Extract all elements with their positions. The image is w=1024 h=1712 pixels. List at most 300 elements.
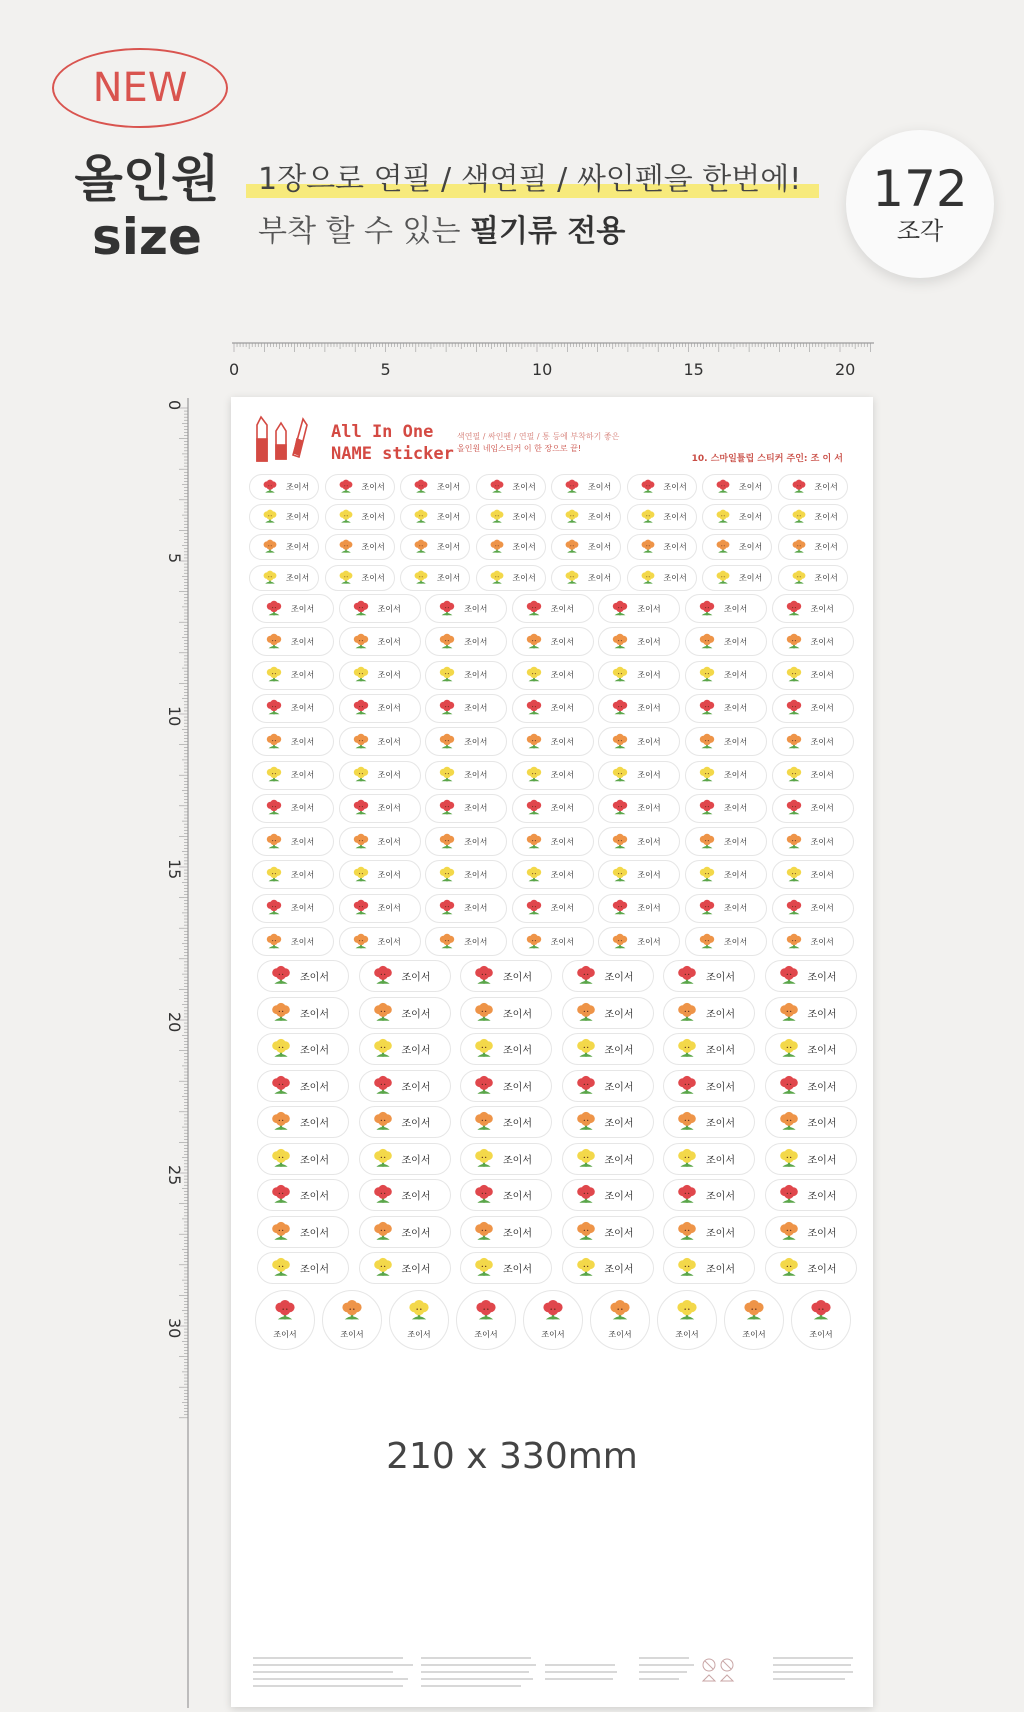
name-sticker xyxy=(562,960,654,992)
sticker-name-text: 조이서 xyxy=(464,670,488,680)
name-sticker xyxy=(778,504,848,530)
tulip-flower-icon xyxy=(438,633,456,651)
sticker-name-text: 조이서 xyxy=(401,1191,431,1203)
tulip-flower-icon xyxy=(785,766,803,784)
sticker-name-text: 조이서 xyxy=(503,1264,532,1276)
tulip-flower-icon xyxy=(262,539,278,555)
tulip-flower-icon xyxy=(473,1148,495,1170)
tulip-flower-icon xyxy=(413,570,429,586)
tulip-flower-icon xyxy=(265,699,283,717)
tulip-flower-icon xyxy=(270,1002,292,1024)
name-sticker xyxy=(325,565,395,591)
sticker-name-text: 조이서 xyxy=(637,870,661,880)
sticker-name-text: 조이서 xyxy=(550,870,574,880)
name-sticker xyxy=(765,1033,857,1065)
name-sticker xyxy=(512,627,594,656)
name-sticker xyxy=(389,1290,449,1350)
sticker-name-text: 조이서 xyxy=(437,512,461,522)
name-sticker xyxy=(772,794,854,823)
tulip-flower-icon xyxy=(338,479,354,495)
sticker-name-text: 조이서 xyxy=(807,1264,837,1276)
name-sticker xyxy=(252,727,334,756)
name-sticker xyxy=(551,565,621,591)
description-line2-bold: 필기류 전용 xyxy=(470,214,626,249)
tulip-flower-icon xyxy=(352,933,370,951)
sticker-name-text: 조이서 xyxy=(724,870,748,880)
sticker-name-text: 조이서 xyxy=(377,670,401,680)
tulip-flower-icon xyxy=(611,600,629,618)
tulip-flower-icon xyxy=(438,666,456,684)
tulip-flower-icon xyxy=(608,1299,632,1323)
sticker-name-text: 조이서 xyxy=(550,837,574,847)
tulip-flower-icon xyxy=(778,1148,800,1170)
sticker-name-text: 조이서 xyxy=(377,737,401,747)
tulip-flower-icon xyxy=(575,1221,597,1243)
sticker-name-text: 조이서 xyxy=(503,1191,532,1203)
pencils-icon xyxy=(253,415,325,463)
name-sticker xyxy=(512,894,594,923)
name-sticker xyxy=(685,594,767,623)
name-sticker xyxy=(255,1290,315,1350)
name-sticker xyxy=(685,894,767,923)
ruler-left-label: 5 xyxy=(165,553,184,564)
sticker-name-text: 조이서 xyxy=(663,542,687,552)
name-sticker xyxy=(598,860,680,889)
sticker-name-text: 조이서 xyxy=(512,512,536,522)
sticker-name-text: 조이서 xyxy=(437,573,461,583)
sticker-name-text: 조이서 xyxy=(291,870,315,880)
sticker-name-text: 조이서 xyxy=(739,542,763,552)
sticker-name-text: 조이서 xyxy=(637,770,661,780)
name-sticker xyxy=(359,1179,451,1211)
tulip-flower-icon xyxy=(676,1148,698,1170)
sticker-name-text: 조이서 xyxy=(291,670,315,680)
sticker-name-text: 조이서 xyxy=(637,803,661,813)
name-sticker xyxy=(460,1070,552,1102)
sticker-name-text: 조이서 xyxy=(464,703,488,713)
sticker-name-text: 조이서 xyxy=(724,837,748,847)
name-sticker xyxy=(562,1033,654,1065)
sticker-name-text: 조이서 xyxy=(464,837,488,847)
name-sticker xyxy=(359,1216,451,1248)
name-sticker xyxy=(359,1070,451,1102)
sticker-name-text: 조이서 xyxy=(286,512,310,522)
sticker-name-text: 조이서 xyxy=(807,1009,837,1020)
name-sticker xyxy=(598,827,680,856)
name-sticker xyxy=(551,534,621,560)
tulip-flower-icon xyxy=(525,733,543,751)
tulip-flower-icon xyxy=(352,699,370,717)
tulip-flower-icon xyxy=(698,733,716,751)
sticker-name-text: 조이서 xyxy=(637,703,661,713)
sticker-name-text: 조이서 xyxy=(706,1155,735,1166)
tulip-flower-icon xyxy=(611,866,629,884)
name-sticker xyxy=(702,504,772,530)
sticker-name-text: 조이서 xyxy=(503,1009,532,1020)
sticker-name-text: 조이서 xyxy=(604,1264,634,1276)
tulip-flower-icon xyxy=(640,539,656,555)
tulip-flower-icon xyxy=(640,479,656,495)
sticker-name-text: 조이서 xyxy=(550,604,574,613)
tulip-flower-icon xyxy=(474,1299,498,1323)
title-line2: size xyxy=(92,208,202,266)
name-sticker xyxy=(400,534,470,560)
tulip-flower-icon xyxy=(778,1257,800,1279)
tulip-flower-icon xyxy=(785,933,803,951)
name-sticker xyxy=(702,474,772,500)
tulip-flower-icon xyxy=(785,666,803,684)
sticker-name-text: 조이서 xyxy=(637,837,661,847)
tulip-flower-icon xyxy=(611,799,629,817)
sticker-name-text: 조이서 xyxy=(377,937,401,946)
name-sticker xyxy=(765,1106,857,1138)
tulip-flower-icon xyxy=(270,1111,292,1133)
name-sticker xyxy=(257,1179,349,1211)
tulip-flower-icon xyxy=(611,666,629,684)
sticker-name-text: 조이서 xyxy=(663,573,687,583)
sticker-name-text: 조이서 xyxy=(401,1228,431,1239)
sticker-name-text: 조이서 xyxy=(810,937,834,946)
sticker-name-text: 조이서 xyxy=(807,1155,837,1166)
name-sticker xyxy=(685,661,767,690)
sticker-name-text: 조이서 xyxy=(300,1045,329,1057)
name-sticker xyxy=(252,794,334,823)
tulip-flower-icon xyxy=(265,933,283,951)
sticker-name-text: 조이서 xyxy=(814,512,838,522)
name-sticker xyxy=(685,727,767,756)
tulip-flower-icon xyxy=(338,539,354,555)
fine-print-lines xyxy=(253,1655,853,1695)
dimensions-label: 210 x 330mm xyxy=(386,1436,638,1477)
name-sticker xyxy=(359,1033,451,1065)
ruler-left-label: 10 xyxy=(165,706,184,727)
name-sticker xyxy=(339,594,421,623)
sticker-name-text: 조이서 xyxy=(724,903,748,913)
name-sticker xyxy=(685,694,767,723)
title-line1: 올인원 xyxy=(74,150,220,208)
name-sticker xyxy=(765,997,857,1029)
sticker-name-text: 조이서 xyxy=(361,482,385,492)
name-sticker xyxy=(460,1179,552,1211)
tulip-flower-icon xyxy=(473,1075,495,1097)
tulip-flower-icon xyxy=(352,633,370,651)
description-line2 xyxy=(258,212,801,252)
sticker-name-text: 조이서 xyxy=(706,972,735,984)
name-sticker xyxy=(252,694,334,723)
name-sticker xyxy=(772,860,854,889)
tulip-flower-icon xyxy=(438,766,456,784)
tulip-flower-icon xyxy=(778,1221,800,1243)
tulip-flower-icon xyxy=(265,733,283,751)
tulip-flower-icon xyxy=(489,479,505,495)
tulip-flower-icon xyxy=(778,1002,800,1024)
sticker-name-text: 조이서 xyxy=(550,670,574,680)
name-sticker xyxy=(252,594,334,623)
name-sticker xyxy=(339,860,421,889)
name-sticker xyxy=(778,534,848,560)
sticker-name-text: 조이서 xyxy=(437,542,461,552)
sticker-name-text: 조이서 xyxy=(401,1009,431,1020)
sticker-name-text: 조이서 xyxy=(739,482,763,492)
tulip-flower-icon xyxy=(262,570,278,586)
sticker-name-text: 조이서 xyxy=(550,937,574,946)
tulip-flower-icon xyxy=(564,539,580,555)
tulip-flower-icon xyxy=(778,1075,800,1097)
sticker-name-text: 조이서 xyxy=(724,937,748,946)
tulip-flower-icon xyxy=(715,509,731,525)
name-sticker xyxy=(562,1070,654,1102)
sticker-name-text: 조이서 xyxy=(706,1191,735,1203)
name-sticker xyxy=(476,534,546,560)
sticker-name-text: 조이서 xyxy=(807,1045,837,1057)
name-sticker xyxy=(460,1216,552,1248)
sticker-name-text: 조이서 xyxy=(291,770,315,780)
sticker-name-text: 조이서 xyxy=(588,482,612,492)
name-sticker xyxy=(598,761,680,790)
tulip-flower-icon xyxy=(676,965,698,987)
tulip-flower-icon xyxy=(265,866,283,884)
tulip-flower-icon xyxy=(352,799,370,817)
name-sticker xyxy=(562,1252,654,1284)
sticker-name-text: 조이서 xyxy=(550,637,574,647)
tulip-flower-icon xyxy=(352,866,370,884)
name-sticker xyxy=(359,1252,451,1284)
sticker-name-text: 조이서 xyxy=(637,604,661,613)
tulip-flower-icon xyxy=(698,866,716,884)
sticker-name-text: 조이서 xyxy=(706,1228,735,1239)
name-sticker xyxy=(512,927,594,956)
name-sticker xyxy=(425,927,507,956)
name-sticker xyxy=(425,761,507,790)
sticker-name-text: 조이서 xyxy=(464,737,488,747)
name-sticker xyxy=(460,1106,552,1138)
name-sticker xyxy=(339,827,421,856)
sticker-name-text: 조이서 xyxy=(724,803,748,813)
tulip-flower-icon xyxy=(352,666,370,684)
sticker-name-text: 조이서 xyxy=(401,1045,431,1057)
tulip-flower-icon xyxy=(270,1221,292,1243)
tulip-flower-icon xyxy=(270,1257,292,1279)
tulip-flower-icon xyxy=(575,1002,597,1024)
name-sticker xyxy=(339,927,421,956)
tulip-flower-icon xyxy=(785,633,803,651)
sticker-name-text: 조이서 xyxy=(291,604,315,613)
sticker-name-text: 조이서 xyxy=(663,512,687,522)
sticker-name-text: 조이서 xyxy=(300,1264,329,1276)
name-sticker xyxy=(512,827,594,856)
tulip-flower-icon xyxy=(525,899,543,917)
sticker-name-text: 조이서 xyxy=(637,670,661,680)
sticker-name-text: 조이서 xyxy=(300,1118,329,1130)
tulip-flower-icon xyxy=(413,479,429,495)
tulip-flower-icon xyxy=(791,509,807,525)
name-sticker xyxy=(476,565,546,591)
name-sticker xyxy=(685,827,767,856)
name-sticker xyxy=(512,694,594,723)
tulip-flower-icon xyxy=(698,766,716,784)
sticker-name-text: 조이서 xyxy=(724,703,748,713)
tulip-flower-icon xyxy=(778,965,800,987)
tulip-flower-icon xyxy=(778,1111,800,1133)
order-info: 10. 스마일튤립 스티커 주인: 조 이 서 xyxy=(691,454,843,464)
sticker-name-text: 조이서 xyxy=(706,1045,735,1057)
tulip-flower-icon xyxy=(778,1038,800,1060)
name-sticker xyxy=(663,1179,755,1211)
tulip-flower-icon xyxy=(438,733,456,751)
sticker-name-text: 조이서 xyxy=(675,1330,699,1339)
description-line2-prefix: 부착 할 수 있는 xyxy=(258,214,471,249)
tulip-flower-icon xyxy=(262,509,278,525)
tulip-flower-icon xyxy=(611,833,629,851)
tulip-flower-icon xyxy=(473,1038,495,1060)
sticker-name-text: 조이서 xyxy=(637,637,661,647)
name-sticker xyxy=(252,860,334,889)
sticker-name-text: 조이서 xyxy=(512,482,536,492)
name-sticker xyxy=(598,927,680,956)
tulip-flower-icon xyxy=(340,1299,364,1323)
name-sticker xyxy=(512,727,594,756)
ruler-left xyxy=(165,398,190,1708)
name-sticker xyxy=(460,1252,552,1284)
sheet-logo-line2: NAME sticker xyxy=(331,444,454,464)
name-sticker xyxy=(772,727,854,756)
name-sticker xyxy=(772,927,854,956)
sticker-name-text: 조이서 xyxy=(807,1228,837,1239)
tulip-flower-icon xyxy=(698,833,716,851)
name-sticker xyxy=(325,534,395,560)
tulip-flower-icon xyxy=(525,633,543,651)
tulip-flower-icon xyxy=(778,1184,800,1206)
ruler-top-label: 10 xyxy=(532,360,553,379)
name-sticker xyxy=(359,1106,451,1138)
tulip-flower-icon xyxy=(785,833,803,851)
sticker-name-text: 조이서 xyxy=(512,573,536,583)
tulip-flower-icon xyxy=(640,570,656,586)
sticker-name-text: 조이서 xyxy=(814,542,838,552)
name-sticker xyxy=(425,794,507,823)
name-sticker xyxy=(598,694,680,723)
sticker-name-text: 조이서 xyxy=(464,637,488,647)
sticker-name-text: 조이서 xyxy=(291,803,315,813)
tulip-flower-icon xyxy=(611,933,629,951)
name-sticker xyxy=(627,504,697,530)
sticker-name-text: 조이서 xyxy=(401,1118,431,1130)
name-sticker xyxy=(685,927,767,956)
name-sticker xyxy=(702,565,772,591)
name-sticker xyxy=(249,565,319,591)
name-sticker xyxy=(359,1143,451,1175)
tulip-flower-icon xyxy=(525,799,543,817)
sticker-name-text: 조이서 xyxy=(604,1118,634,1130)
name-sticker xyxy=(765,1143,857,1175)
tulip-flower-icon xyxy=(698,666,716,684)
sticker-name-text: 조이서 xyxy=(407,1330,431,1339)
name-sticker xyxy=(400,565,470,591)
tulip-flower-icon xyxy=(438,833,456,851)
tulip-flower-icon xyxy=(611,699,629,717)
tulip-flower-icon xyxy=(413,539,429,555)
name-sticker xyxy=(765,1179,857,1211)
name-sticker xyxy=(598,727,680,756)
name-sticker xyxy=(460,1143,552,1175)
sticker-name-text: 조이서 xyxy=(588,542,612,552)
name-sticker xyxy=(257,1252,349,1284)
sticker-name-text: 조이서 xyxy=(550,770,574,780)
name-sticker xyxy=(772,594,854,623)
sticker-name-text: 조이서 xyxy=(474,1330,498,1339)
sticker-name-text: 조이서 xyxy=(377,870,401,880)
name-sticker xyxy=(663,960,755,992)
tulip-flower-icon xyxy=(676,1257,698,1279)
tulip-flower-icon xyxy=(715,539,731,555)
sticker-name-text: 조이서 xyxy=(300,1082,329,1093)
tulip-flower-icon xyxy=(438,933,456,951)
sticker-name-text: 조이서 xyxy=(807,972,837,984)
sheet-note-line1: 색연필 / 싸인펜 / 연필 / 통 등에 부착하기 좋은 xyxy=(457,432,620,441)
sticker-name-text: 조이서 xyxy=(291,937,315,946)
name-sticker xyxy=(724,1290,784,1350)
ruler-left-label: 15 xyxy=(165,859,184,880)
name-sticker xyxy=(512,794,594,823)
tulip-flower-icon xyxy=(438,699,456,717)
tulip-flower-icon xyxy=(564,509,580,525)
sticker-name-text: 조이서 xyxy=(503,1082,532,1093)
tulip-flower-icon xyxy=(372,1111,394,1133)
name-sticker xyxy=(598,594,680,623)
sticker-name-text: 조이서 xyxy=(464,803,488,813)
sticker-name-text: 조이서 xyxy=(401,1155,431,1166)
name-sticker xyxy=(425,827,507,856)
name-sticker xyxy=(663,1033,755,1065)
name-sticker xyxy=(339,627,421,656)
tulip-flower-icon xyxy=(564,570,580,586)
sticker-name-text: 조이서 xyxy=(464,604,488,613)
name-sticker xyxy=(663,1143,755,1175)
ruler-top-label: 0 xyxy=(229,360,240,379)
tulip-flower-icon xyxy=(473,1184,495,1206)
sticker-name-text: 조이서 xyxy=(807,1191,837,1203)
name-sticker xyxy=(627,474,697,500)
tulip-flower-icon xyxy=(698,899,716,917)
name-sticker xyxy=(252,761,334,790)
name-sticker xyxy=(663,1070,755,1102)
tulip-flower-icon xyxy=(273,1299,297,1323)
name-sticker xyxy=(249,474,319,500)
tulip-flower-icon xyxy=(473,1002,495,1024)
tulip-flower-icon xyxy=(438,600,456,618)
name-sticker xyxy=(339,794,421,823)
sticker-name-text: 조이서 xyxy=(377,604,401,613)
sticker-name-text: 조이서 xyxy=(291,837,315,847)
piece-count-unit: 조각 xyxy=(896,217,944,245)
tulip-flower-icon xyxy=(698,933,716,951)
tulip-flower-icon xyxy=(575,1111,597,1133)
tulip-flower-icon xyxy=(372,1257,394,1279)
name-sticker xyxy=(598,661,680,690)
tulip-flower-icon xyxy=(676,1111,698,1133)
sticker-name-text: 조이서 xyxy=(464,770,488,780)
name-sticker xyxy=(339,727,421,756)
name-sticker xyxy=(512,661,594,690)
sticker-name-text: 조이서 xyxy=(550,903,574,913)
sticker-name-text: 조이서 xyxy=(361,573,385,583)
sticker-name-text: 조이서 xyxy=(286,482,310,492)
tulip-flower-icon xyxy=(785,899,803,917)
sticker-name-text: 조이서 xyxy=(637,937,661,946)
sticker-name-text: 조이서 xyxy=(604,1228,634,1239)
ruler-top-label: 5 xyxy=(380,360,391,379)
sticker-name-text: 조이서 xyxy=(604,1009,634,1020)
